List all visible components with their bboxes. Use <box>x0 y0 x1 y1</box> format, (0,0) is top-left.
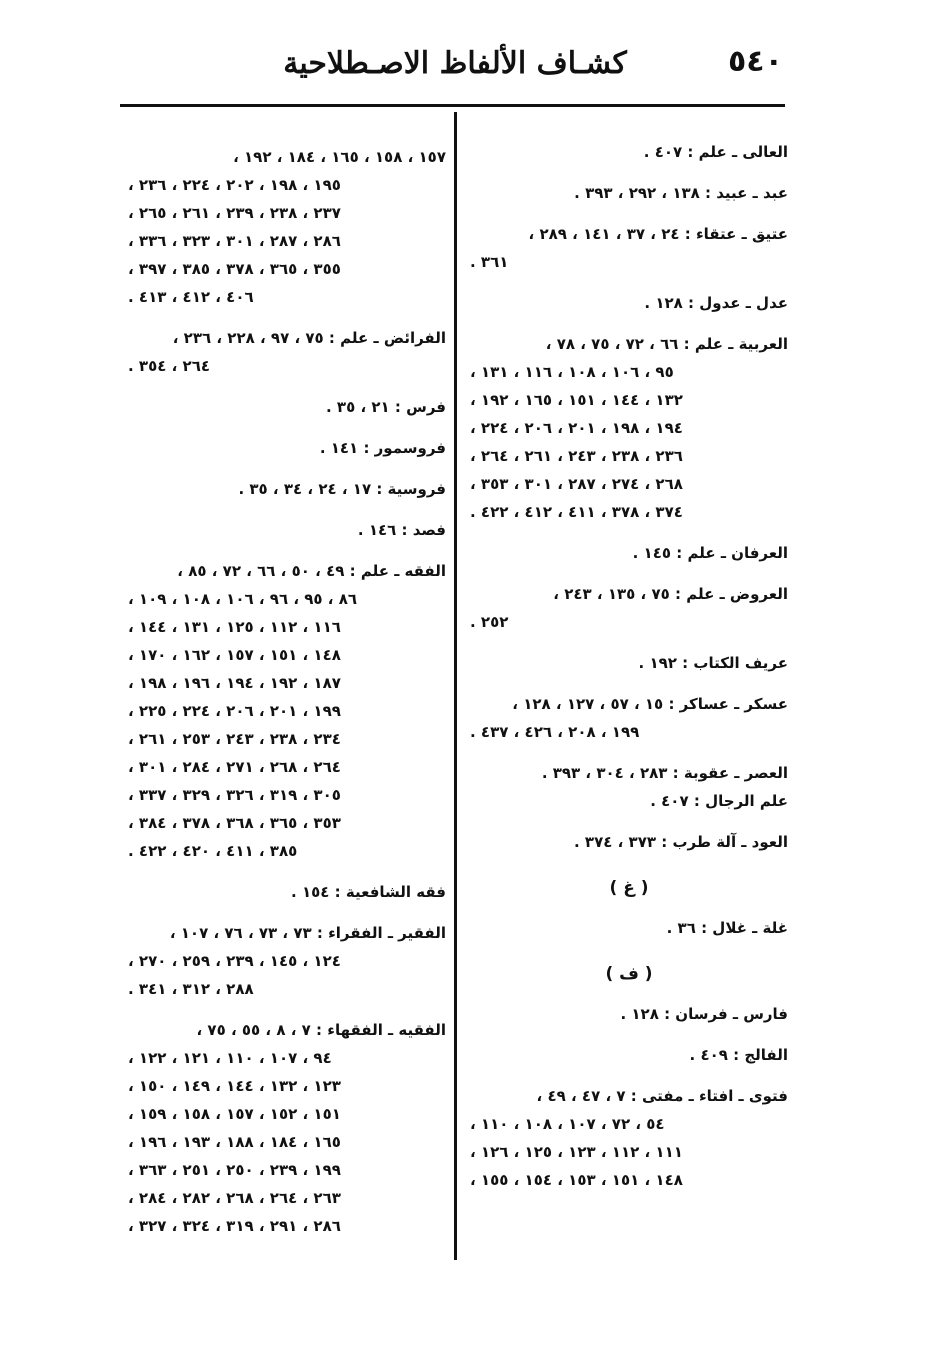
index-entry <box>128 516 446 544</box>
index-entry-continuation: ١٩٤ ، ١٩٨ ، ٢٠١ ، ٢٠٦ ، ٢٢٤ ، <box>470 419 683 437</box>
index-entry-continuation: ١١٦ ، ١١٢ ، ١٢٥ ، ١٣١ ، ١٤٤ ، <box>128 618 341 636</box>
index-entry-continuation: ٨٦ ، ٩٥ ، ٩٦ ، ١٠٦ ، ١٠٨ ، ١٠٩ ، <box>128 590 358 608</box>
index-entry <box>470 1041 788 1069</box>
index-entry-line: فارس ـ فرسان : ١٢٨ . <box>620 1005 788 1023</box>
index-entry-continuation: ٢٦٣ ، ٢٦٤ ، ٢٦٨ ، ٢٨٢ ، ٢٨٤ ، <box>128 1189 341 1207</box>
index-entry-continuation: ٤٠٦ ، ٤١٢ ، ٤١٣ . <box>128 288 254 306</box>
index-entry-continuation: ٢٦٨ ، ٢٧٤ ، ٢٨٧ ، ٣٠١ ، ٣٥٣ ، <box>470 475 683 493</box>
index-entry <box>470 649 788 677</box>
index-entry-continuation: ٢٨٨ ، ٣١٢ ، ٣٤١ . <box>128 980 254 998</box>
index-entry-line: عتيق ـ عتقاء : ٢٤ ، ٣٧ ، ١٤١ ، ٢٨٩ ، <box>528 225 788 243</box>
index-entry-line: عبد ـ عبيد : ١٣٨ ، ٢٩٢ ، ٣٩٣ . <box>574 184 788 202</box>
index-entry-continuation: ٢٣٤ ، ٢٣٨ ، ٢٤٣ ، ٢٥٣ ، ٢٦١ ، <box>128 730 341 748</box>
index-entry-continuation: ١٨٧ ، ١٩٢ ، ١٩٤ ، ١٩٦ ، ١٩٨ ، <box>128 674 341 692</box>
index-entry <box>470 138 788 166</box>
index-entry-continuation: ٣٧٤ ، ٣٧٨ ، ٤١١ ، ٤١٢ ، ٤٢٢ . <box>470 503 683 521</box>
index-entry <box>128 878 446 906</box>
index-entry <box>470 690 788 746</box>
index-entry <box>128 919 446 1003</box>
index-entry-line: العرفان ـ علم : ١٤٥ . <box>632 544 788 562</box>
index-entry-line: عسكر ـ عساكر : ١٥ ، ٥٧ ، ١٢٧ ، ١٢٨ ، <box>512 695 788 713</box>
index-entry-continuation: ١٩٥ ، ١٩٨ ، ٢٠٢ ، ٢٢٤ ، ٢٣٦ ، <box>128 176 341 194</box>
index-entry-line: علم الرجال : ٤٠٧ . <box>650 792 788 810</box>
index-entry-continuation: ١٤٨ ، ١٥١ ، ١٥٣ ، ١٥٤ ، ١٥٥ ، <box>470 1171 683 1189</box>
header-rule <box>120 104 785 107</box>
index-entry <box>470 539 788 567</box>
index-entry-line: العصر ـ عقوبة : ٢٨٣ ، ٣٠٤ ، ٣٩٣ . <box>541 764 788 782</box>
index-entry-continuation: ١١١ ، ١١٢ ، ١٢٣ ، ١٢٥ ، ١٢٦ ، <box>470 1143 683 1161</box>
index-entry-line: العالى ـ علم : ٤٠٧ . <box>643 143 788 161</box>
index-entry <box>128 434 446 462</box>
index-entry-continuation: ١٢٤ ، ١٤٥ ، ٢٣٩ ، ٢٥٩ ، ٢٧٠ ، <box>128 952 341 970</box>
index-entry-continuation: ١٤٨ ، ١٥١ ، ١٥٧ ، ١٦٢ ، ١٧٠ ، <box>128 646 341 664</box>
index-entry-continuation: ١٩٩ ، ٢٠٨ ، ٤٢٦ ، ٤٣٧ . <box>470 723 640 741</box>
index-entry <box>470 330 788 526</box>
index-entry-continuation: ٢٦٤ ، ٢٦٨ ، ٢٧١ ، ٢٨٤ ، ٣٠١ ، <box>128 758 341 776</box>
index-entry-continuation: ١٢٣ ، ١٣٢ ، ١٤٤ ، ١٤٩ ، ١٥٠ ، <box>128 1077 341 1095</box>
section-letter-heading: ( غ ) <box>609 878 649 898</box>
index-entry-continuation: ١٦٥ ، ١٨٤ ، ١٨٨ ، ١٩٣ ، ١٩٦ ، <box>128 1133 341 1151</box>
index-entry-line: عريف الكتاب : ١٩٢ . <box>638 654 788 672</box>
index-entry <box>470 1000 788 1028</box>
index-entry-continuation: ٥٤ ، ٧٢ ، ١٠٧ ، ١٠٨ ، ١١٠ ، <box>470 1115 665 1133</box>
index-entry <box>470 220 788 276</box>
index-entry-line: العود ـ آلة طرب : ٣٧٣ ، ٣٧٤ . <box>574 833 788 851</box>
index-entry-line: الفرائض ـ علم : ٧٥ ، ٩٧ ، ٢٢٨ ، ٢٣٦ ، <box>172 329 446 347</box>
index-entry-line: العربية ـ علم : ٦٦ ، ٧٢ ، ٧٥ ، ٧٨ ، <box>545 335 788 353</box>
index-entry-continuation: ٢٣٦ ، ٢٣٨ ، ٢٤٣ ، ٢٦١ ، ٢٦٤ ، <box>470 447 683 465</box>
index-entry <box>128 1016 446 1240</box>
index-entry <box>470 759 788 787</box>
index-entry <box>470 580 788 636</box>
index-entry-continuation: ١٥١ ، ١٥٢ ، ١٥٧ ، ١٥٨ ، ١٥٩ ، <box>128 1105 341 1123</box>
section-letter-heading: ( ف ) <box>605 964 653 984</box>
index-entry <box>470 828 788 856</box>
index-entry-continuation: ٢٥٢ . <box>470 613 509 631</box>
index-entry <box>470 289 788 317</box>
index-entry <box>128 143 446 311</box>
index-entry <box>128 475 446 503</box>
index-entry-continuation: ٣٦١ . <box>470 253 509 271</box>
index-entry-line: فقه الشافعية : ١٥٤ . <box>291 883 446 901</box>
column-divider <box>454 112 457 1260</box>
index-entry-line: فصد : ١٤٦ . <box>357 521 446 539</box>
index-entry <box>470 179 788 207</box>
index-entry <box>470 914 788 942</box>
index-entry-continuation: ٢٦٤ ، ٣٥٤ . <box>128 357 211 375</box>
index-entry-continuation: ١٩٩ ، ٢٠١ ، ٢٠٦ ، ٢٢٤ ، ٢٢٥ ، <box>128 702 341 720</box>
index-entry-continuation: ٣٥٥ ، ٣٦٥ ، ٣٧٨ ، ٣٨٥ ، ٣٩٧ ، <box>128 260 341 278</box>
index-entry <box>128 393 446 421</box>
index-entry-line: الفالج : ٤٠٩ . <box>689 1046 788 1064</box>
index-entry-line: فروسية : ١٧ ، ٢٤ ، ٣٤ ، ٣٥ . <box>238 480 446 498</box>
index-entry-continuation: ٢٨٦ ، ٢٩١ ، ٣١٩ ، ٣٢٤ ، ٣٢٧ ، <box>128 1217 341 1235</box>
index-entry-line: الفقير ـ الفقراء : ٧٣ ، ٧٣ ، ٧٦ ، ١٠٧ ، <box>169 924 446 942</box>
index-entry-continuation: ٣٥٣ ، ٣٦٥ ، ٣٦٨ ، ٣٧٨ ، ٣٨٤ ، <box>128 814 341 832</box>
index-column-left <box>128 143 446 1253</box>
index-entry <box>128 557 446 865</box>
index-entry-line: العروض ـ علم : ٧٥ ، ١٣٥ ، ٢٤٣ ، <box>553 585 788 603</box>
index-entry-line: غلة ـ غلال : ٣٦ . <box>666 919 788 937</box>
index-entry <box>128 324 446 380</box>
page-title: كشـاف الألفاظ الاصـطلاحية <box>283 46 627 81</box>
index-entry-line: فرس : ٢١ ، ٣٥ . <box>326 398 446 416</box>
index-column-right <box>470 138 788 1207</box>
page-number: ٥٤٠ <box>728 44 783 79</box>
index-entry-continuation: ٢٣٧ ، ٢٣٨ ، ٢٣٩ ، ٢٦١ ، ٢٦٥ ، <box>128 204 341 222</box>
index-entry-continuation: ١٩٩ ، ٢٣٩ ، ٢٥٠ ، ٢٥١ ، ٣٦٣ ، <box>128 1161 341 1179</box>
index-entry-continuation: ٣٨٥ ، ٤١١ ، ٤٢٠ ، ٤٢٢ . <box>128 842 298 860</box>
index-entry-line: عدل ـ عدول : ١٢٨ . <box>644 294 788 312</box>
index-entry-line: فتوى ـ افتاء ـ مفتى : ٧ ، ٤٧ ، ٤٩ ، <box>536 1087 788 1105</box>
index-entry <box>470 787 788 815</box>
index-entry-line: ١٥٧ ، ١٥٨ ، ١٦٥ ، ١٨٤ ، ١٩٢ ، <box>233 148 446 166</box>
index-entry-line: الفقه ـ علم : ٤٩ ، ٥٠ ، ٦٦ ، ٧٢ ، ٨٥ ، <box>177 562 446 580</box>
index-entry-line: الفقيه ـ الفقهاء : ٧ ، ٨ ، ٥٥ ، ٧٥ ، <box>196 1021 446 1039</box>
index-entry-continuation: ٩٤ ، ١٠٧ ، ١١٠ ، ١٢١ ، ١٢٢ ، <box>128 1049 332 1067</box>
index-entry-line: فروسمور : ١٤١ . <box>319 439 446 457</box>
index-entry-continuation: ١٣٢ ، ١٤٤ ، ١٥١ ، ١٦٥ ، ١٩٢ ، <box>470 391 683 409</box>
index-entry-continuation: ٩٥ ، ١٠٦ ، ١٠٨ ، ١١٦ ، ١٣١ ، <box>470 363 674 381</box>
index-entry-continuation: ٣٠٥ ، ٣١٩ ، ٣٢٦ ، ٣٢٩ ، ٣٣٧ ، <box>128 786 341 804</box>
index-entry-continuation: ٢٨٦ ، ٢٨٧ ، ٣٠١ ، ٣٢٣ ، ٣٣٦ ، <box>128 232 341 250</box>
index-entry <box>470 1082 788 1194</box>
